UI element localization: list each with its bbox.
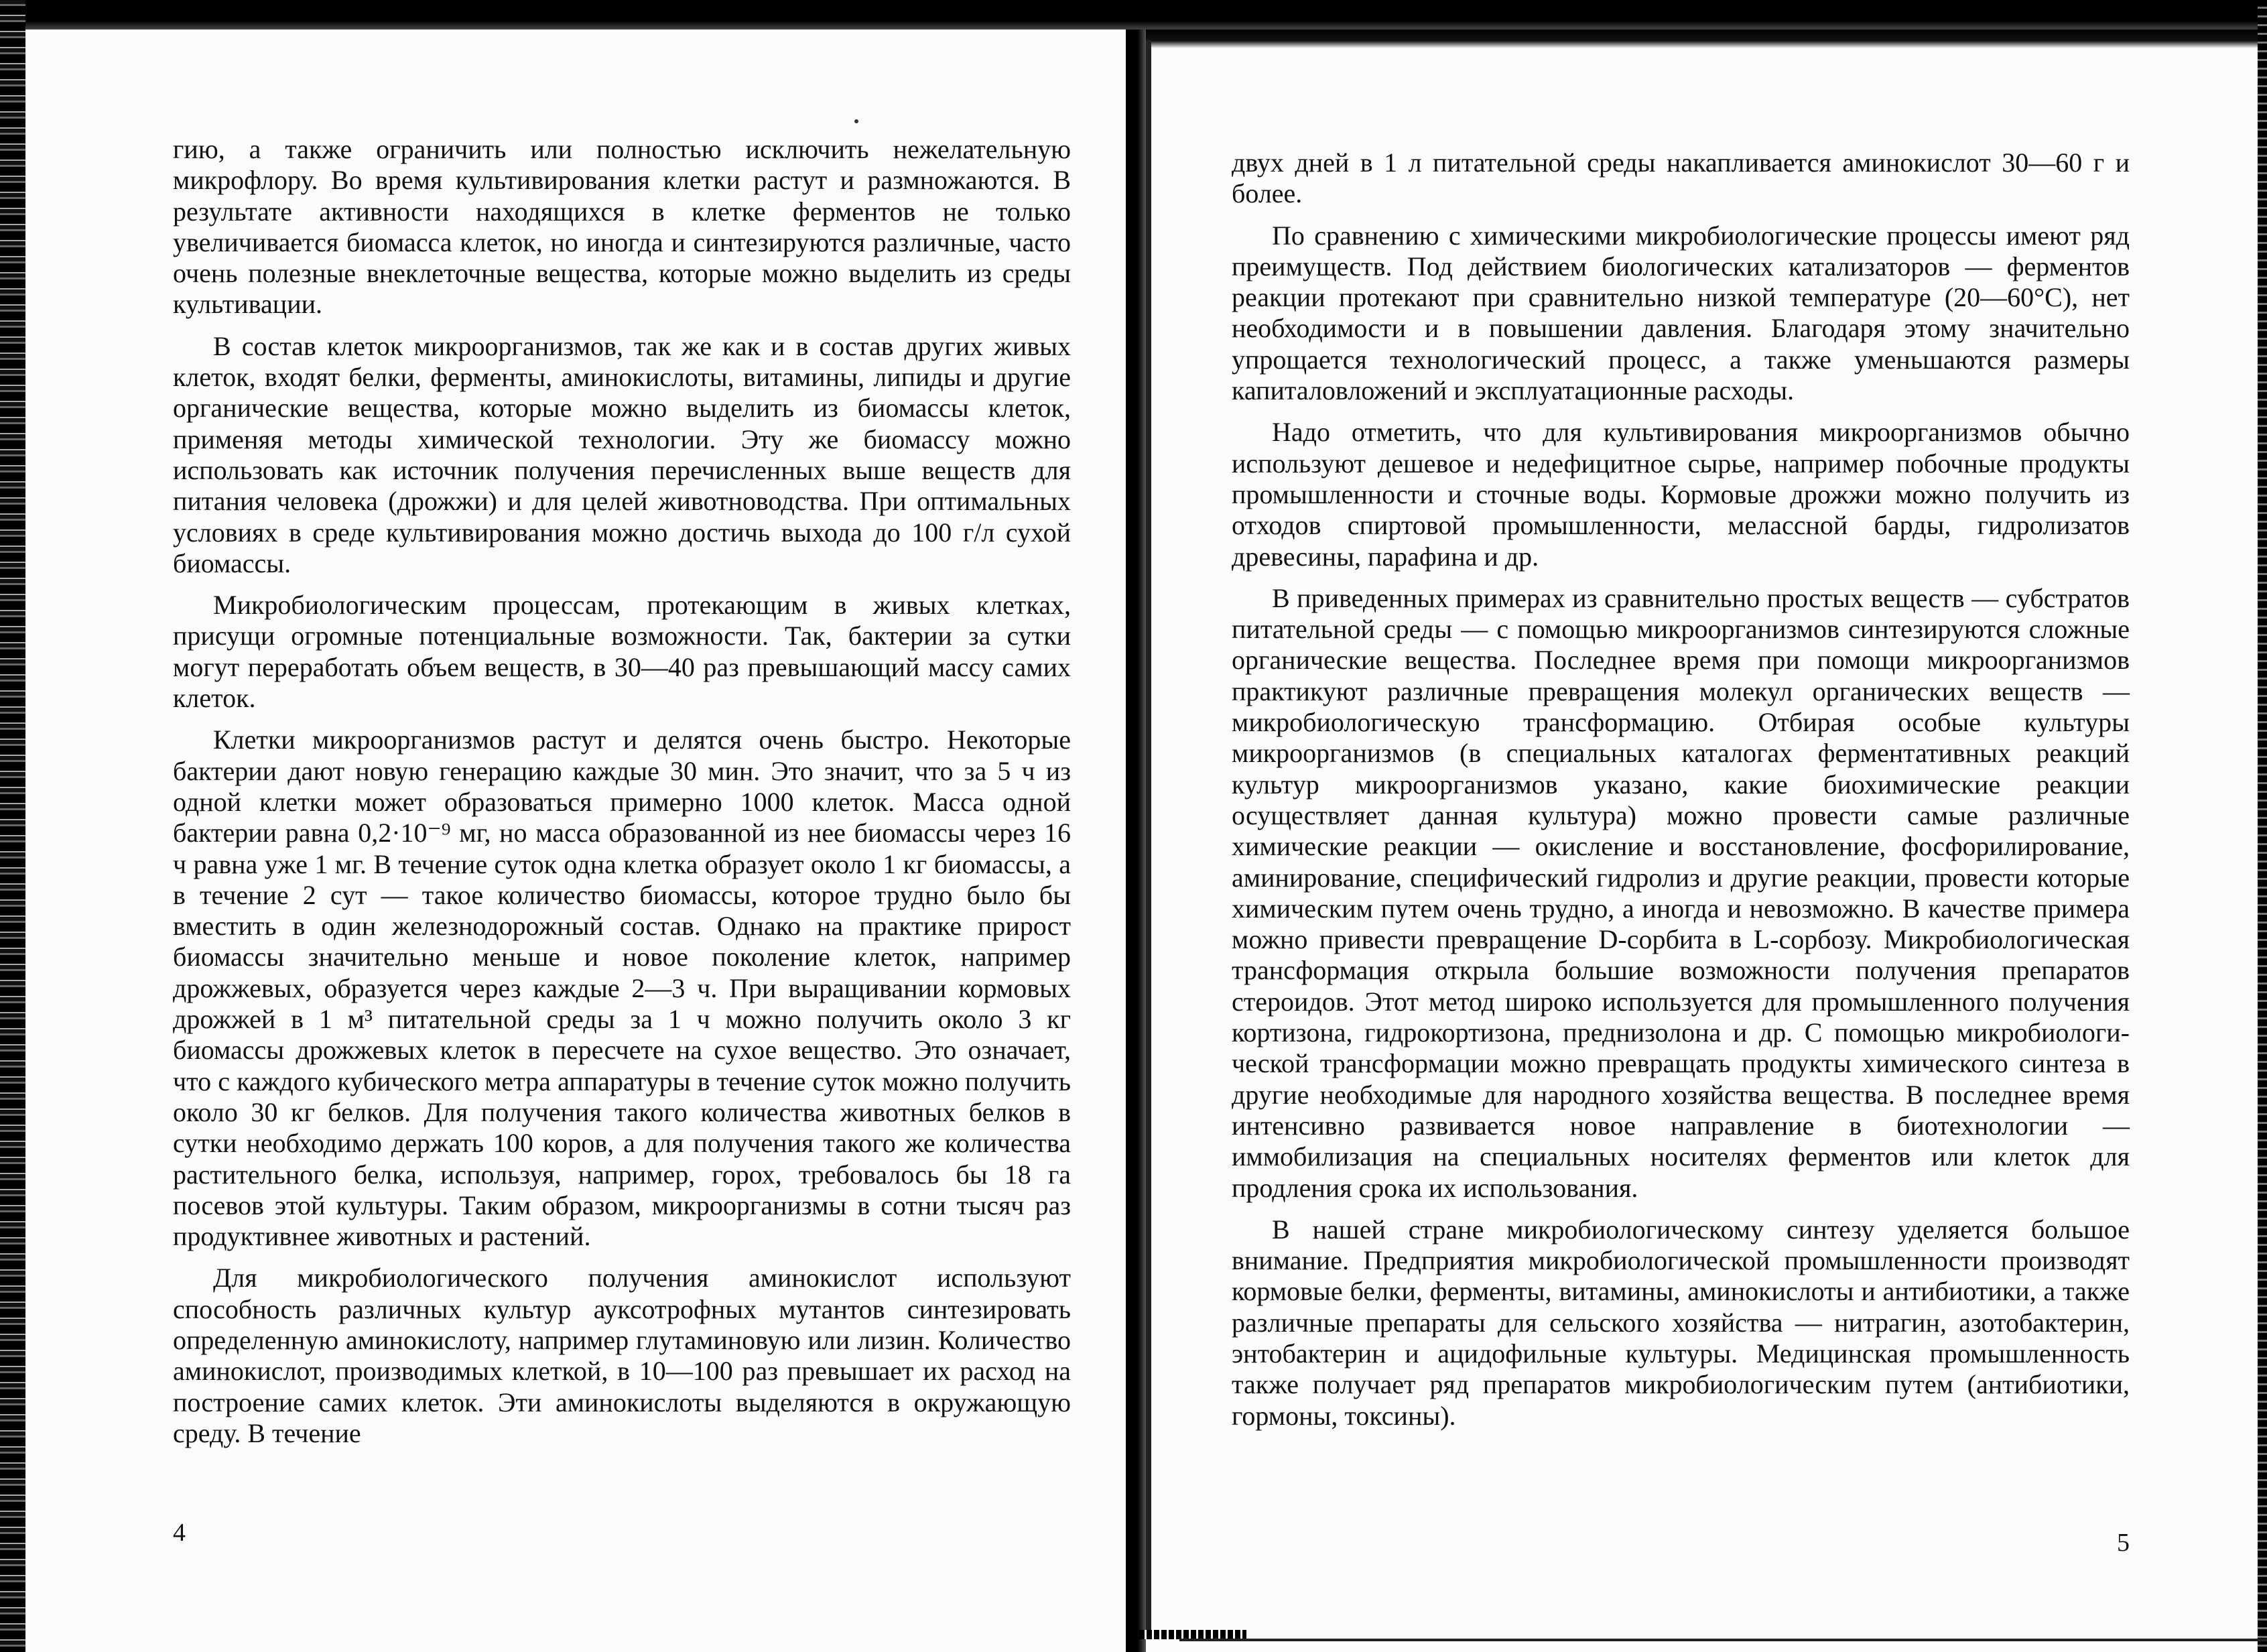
book-gutter-shadow — [1146, 40, 1151, 1635]
paragraph: Надо отметить, что для культивирования микроорганизмов обычно используют дешевое и недефицитное сырье, например побочные продукты промышленности и сточные воды. Кормовые дрожжи можно получить из отходов спиртовой промышленности, мелассной барды, гидролизатов древесины, парафина и др. — [1232, 417, 2130, 572]
paragraph: В состав клеток микроорганизмов, так же как и в состав других живых клеток, входят белки, ферменты, аминокислоты, витамины, липиды и другие органические вещества, которые можно выделить из биомассы клеток, применяя методы химической технологии. Эту же биомассу можно использовать как источник получения перечисленных выше веществ для питания человека (дрожжи) и для целей животноводства. При оптимальных условиях в среде культивирования можно достичь выхода до 100 г/л сухой биомассы. — [173, 330, 1071, 578]
page-number: 5 — [2117, 1529, 2130, 1557]
scan-bottom-artifact — [1139, 1630, 1246, 1639]
paragraph: В нашей стране микробиологическому синтезу уделяется большое внимание. Предприятия микробиологической промышленности производят кормовые белки, ферменты, витамины, аминокислоты и антибиотики, а также различные препараты для сельского хозяйства — нитрагин, азотобактерин, энтобактерин и ацидофильные культуры. Медицинская промышленность также получает ряд препаратов микробиологическим путем (антибиотики, гормоны, токсины). — [1232, 1214, 2130, 1431]
paragraph: В приведенных примерах из сравнительно простых веществ — субстратов питательной среды — с помощью микроорганизмов синтезируются сложные органические вещества. Последнее время при помощи микроорганизмов практикуют различные превращения молекул органических веществ — микробиологическую трансформацию. Отбирая особые культуры микроорганизмов (в специальных каталогах ферментативных реакций культур микроорганизмов указано, какие биохимические реакции осуществляет данная культура) можно провести самые различные химические реакции — окисление и восстановление, фосфорилирование, аминирование, специфический гидролиз и другие реакции, провести которые химическим путем очень трудно, а иногда и невозможно. В качестве примера можно привести превращение D-сорбита в L-сорбозу. Микробиологическая трансформация открыла большие возможности получения препаратов стероидов. Этот метод широко используется для промышленного получения кортизона, гидрокортизона, преднизолона и др. С помощью микробиологической трансформации можно превращать продукты химического синтеза в другие необходимые для народного хозяйства вещества. В последнее время интенсивно развивается новое направление в биотехнологии — иммобилизация на специальных носителях ферментов или клеток для продления срока их использования. — [1232, 582, 2130, 1203]
scan-right-edge — [2258, 0, 2267, 1652]
paragraph: Микробиологическим процессам, протекающим в живых клетках, присущи огромные потенциальные возможности. Так, бактерии за сутки могут переработать объем веществ, в 30—40 раз превышающий массу самих клеток. — [173, 590, 1071, 714]
paragraph: Для микробиологического получения аминокислот используют способность различных культур ауксотрофных мутантов синтезировать определенную аминокислоту, например глутаминовую или лизин. Количество аминокислот, производимых клеткой, в 10—100 раз превышает их расход на построение самих клеток. Эти аминокислоты выделяются в окружающую среду. В течение — [173, 1263, 1071, 1448]
scan-speck — [854, 119, 858, 123]
paragraph: двух дней в 1 л питательной среды накапливается аминокислот 30—60 г и более. — [1232, 147, 2130, 209]
scan-top-border-right — [1139, 29, 2267, 48]
left-page-text — [173, 134, 1071, 1449]
scan-bottom-line — [1179, 1639, 2267, 1641]
paragraph: гию, а также ограничить или полностью исключить нежелательную микрофлору. Во время культивирования клетки растут и размножаются. В результате активности находящихся в клетке ферментов не только увеличивается биомасса клеток, но иногда и синтезируются различные, часто очень полезные внеклеточные вещества, которые можно выделить из среды культивации. — [173, 134, 1071, 320]
book-gutter — [1126, 29, 1146, 1652]
paragraph: По сравнению с химическими микробиологические процессы имеют ряд преимуществ. Под действием биологических катализаторов — ферментов реакции протекают при сравнительно низкой температуре (20—60°C), нет необходимости и в повышении давления. Благодаря этому значительно упрощается технологический процесс, а также уменьшаются размеры капиталовложений и эксплуатационные расходы. — [1232, 220, 2130, 406]
scan-top-border — [0, 0, 2267, 29]
right-page-text — [1232, 147, 2130, 1432]
scan-left-edge — [0, 0, 25, 1652]
page-number: 4 — [173, 1519, 186, 1547]
paragraph: Клетки микроорганизмов растут и делятся очень быстро. Некоторые бактерии дают новую генерацию каждые 30 мин. Это значит, что за 5 ч из одной клетки может образоваться примерно 1000 клеток. Масса одной бактерии равна 0,2·10⁻⁹ мг, но масса образованной из нее биомассы через 16 ч равна уже 1 мг. В течение суток одна клетка образует около 1 кг биомассы, а в течение 2 сут — такое количество биомассы, которое трудно было бы вместить в один железнодорожный состав. Однако на практике прирост биомассы значительно меньше и новое поколение клеток, например дрожжевых, образуется через каждые 2—3 ч. При выращивании кормовых дрожжей в 1 м³ питательной среды за 1 ч можно получить около 3 кг биомассы дрожжевых клеток в пересчете на сухое вещество. Это означает, что с каждого кубического метра аппаратуры в течение суток можно получить около 30 кг белков. Для получения такого количества животных белков в сутки необходимо держать 100 коров, а для получения такого же количества растительного белка, используя, например, горох, требовалось бы 18 га посевов этой культуры. Таким образом, микроорганизмы в сотни тысяч раз продуктивнее животных и растений. — [173, 724, 1071, 1252]
